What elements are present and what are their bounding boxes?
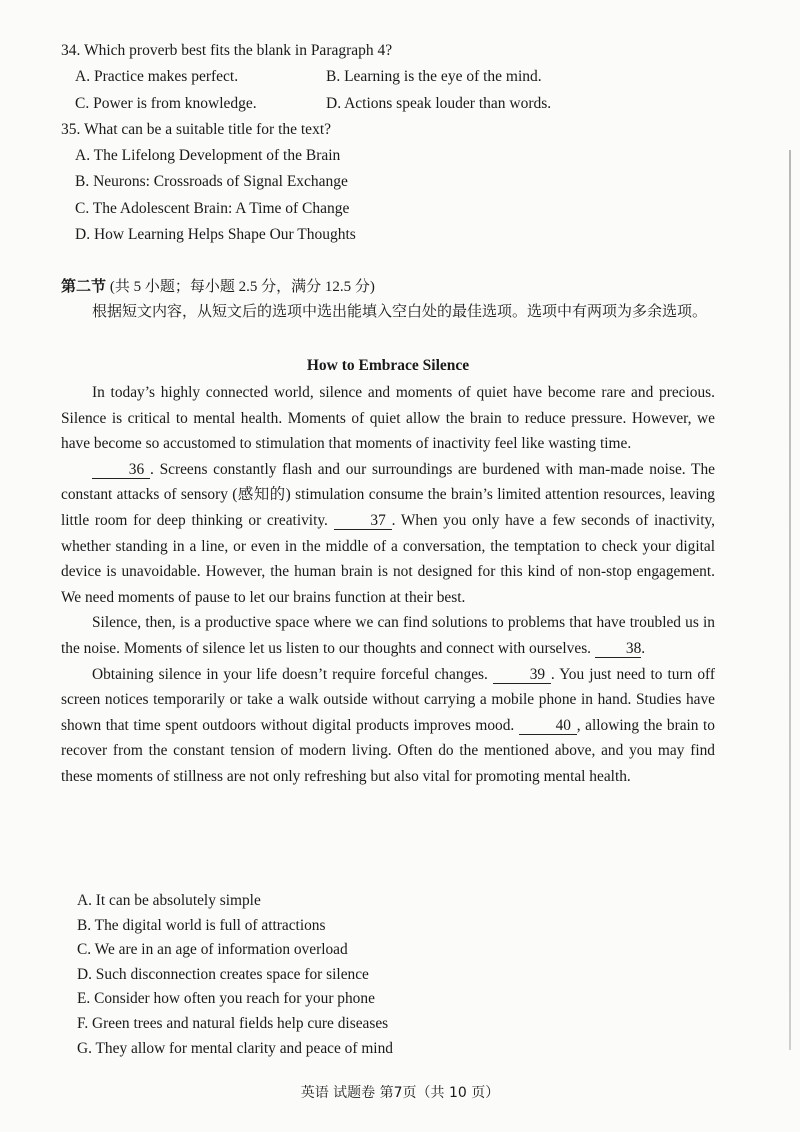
choice-e: E. Consider how often you reach for your phone bbox=[77, 990, 375, 1008]
paragraph-4-text-2: . You just need to turn off screen notices temporarily or take a walk outside without carrying a mobile phone in hand. Studies have shown that time spent outdoors without digital products improves mood. bbox=[61, 665, 715, 734]
option-34-b: B. Learning is the eye of the mind. bbox=[326, 68, 542, 85]
option-35-d: D. How Learning Helps Shape Our Thoughts bbox=[75, 225, 356, 243]
paragraph-4-text-1: Obtaining silence in your life doesn’t require forceful changes. bbox=[92, 665, 493, 683]
page-footer: 英语 试题卷 第7页（共 10 页） bbox=[300, 1085, 500, 1101]
article-paragraph-1: In today’s highly connected world, silence and moments of quiet have become rare and precious. Silence is critical to mental health. Moments of quiet allow the brain to reduce pressure. However, we have become so accustomed to stimulation that moments of inactivity feel like wasting time. bbox=[61, 384, 715, 453]
question-35-stem: 35. What can be a suitable title for the text? bbox=[61, 121, 332, 138]
choice-g: G. They allow for mental clarity and peace of mind bbox=[77, 1039, 393, 1057]
choice-d: D. Such disconnection creates space for silence bbox=[77, 965, 369, 983]
paragraph-2-text-1: . Screens constantly flash and our surroundings are burdened with man-made noise. The constant attacks of sensory (感知的) stimulation consume the brain’s limited attention resources, leaving little room for deep thinking or creativity. bbox=[61, 460, 715, 529]
option-34-c: C. Power is from knowledge. bbox=[75, 94, 257, 112]
question-34-options-row-1 bbox=[61, 64, 751, 91]
choice-f: F. Green trees and natural fields help cure diseases bbox=[77, 1014, 389, 1032]
option-35-b: B. Neurons: Crossroads of Signal Exchange bbox=[75, 173, 348, 191]
choice-c: C. We are in an age of information overload bbox=[77, 941, 348, 959]
blank-38: 38 bbox=[595, 640, 641, 658]
article-paragraph-4 bbox=[61, 662, 715, 790]
blank-36: 36 bbox=[92, 461, 150, 479]
paragraph-3-end: . bbox=[641, 639, 646, 657]
blank-37: 37 bbox=[334, 512, 392, 530]
choice-b: B. The digital world is full of attractions bbox=[77, 916, 326, 934]
question-34-options-row-2 bbox=[61, 91, 751, 118]
section-2-label: 第二节 bbox=[61, 277, 107, 295]
section-2-instructions: 根据短文内容，从短文后的选项中选出能填入空白处的最佳选项。选项中有两项为多余选项。 bbox=[92, 304, 708, 320]
blank-39: 39 bbox=[493, 666, 551, 684]
questions-34-35 bbox=[61, 38, 751, 248]
section-2-detail: (共 5 小题；每小题 2.5 分，满分 12.5 分) bbox=[109, 279, 375, 295]
paragraph-3-text: Silence, then, is a productive space where we can find solutions to problems that have troubled us in the noise. Moments of silence let us listen to our thoughts and connect with ourselves. bbox=[61, 614, 715, 657]
section-2-heading bbox=[61, 273, 721, 299]
article-paragraph-3 bbox=[61, 610, 715, 661]
choice-a: A. It can be absolutely simple bbox=[77, 892, 261, 909]
option-34-a: A. Practice makes perfect. bbox=[75, 68, 239, 85]
answer-choices bbox=[77, 889, 393, 1061]
paragraph-2-text-2: . When you only have a few seconds of inactivity, whether standing in a line, or even in the middle of a conversation, the temptation to check your digital device is unavoidable. However, the human brain is not designed for this kind of non-stop engagement. We need moments of pause to let our brains function at their best. bbox=[61, 511, 716, 606]
article-title: How to Embrace Silence bbox=[306, 357, 470, 374]
option-35-a: A. The Lifelong Development of the Brain bbox=[75, 147, 341, 164]
section-2-header bbox=[61, 273, 721, 326]
option-34-d: D. Actions speak louder than words. bbox=[326, 94, 552, 112]
article-paragraph-2 bbox=[61, 457, 715, 611]
blank-40: 40 bbox=[519, 717, 577, 735]
page-edge-shadow bbox=[789, 150, 791, 1050]
cloze-article bbox=[61, 352, 715, 790]
question-34-stem: 34. Which proverb best fits the blank in Paragraph 4? bbox=[61, 42, 393, 59]
paragraph-4-text-3: , allowing the brain to recover from the constant tension of modern living. Often do the mentioned above, and you may find these moments of stillness are not only refreshing but also vital for promoting mental health. bbox=[61, 716, 715, 785]
option-35-c: C. The Adolescent Brain: A Time of Change bbox=[75, 199, 350, 217]
